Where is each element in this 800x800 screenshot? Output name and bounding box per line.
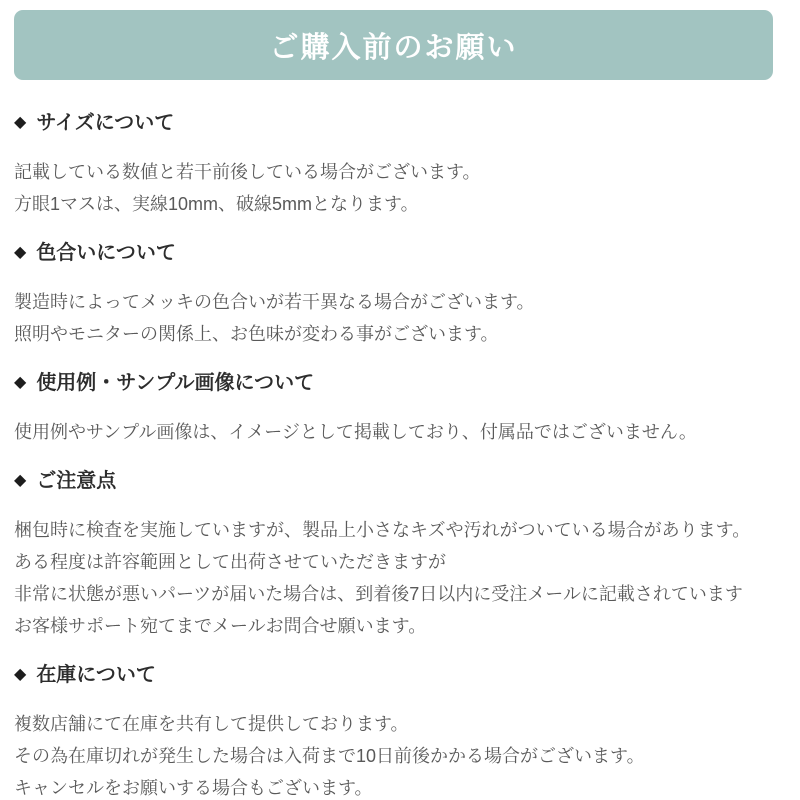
section-cautions xyxy=(14,468,760,642)
section-size xyxy=(14,110,760,220)
diamond-bullet-icon: ◆ xyxy=(14,244,27,261)
section-heading xyxy=(14,662,760,688)
notice-line: 照明やモニターの関係上、お色味が変わる事がございます。 xyxy=(14,324,499,344)
section-heading-text: サイズについて xyxy=(36,112,175,134)
section-heading-text: 色合いについて xyxy=(36,242,176,264)
notice-line: 方眼1マスは、実線10mm、破線5mmとなります。 xyxy=(14,194,419,214)
diamond-bullet-icon: ◆ xyxy=(14,472,27,489)
diamond-bullet-icon: ◆ xyxy=(14,114,27,131)
section-heading xyxy=(14,110,760,136)
section-heading xyxy=(14,468,760,494)
notice-line: 複数店舗にて在庫を共有して提供しております。 xyxy=(14,714,409,734)
notice-line: 記載している数値と若干前後している場合がございます。 xyxy=(14,162,481,182)
page-title: ご購入前のお願い xyxy=(269,31,518,64)
notice-line: その為在庫切れが発生した場合は入荷まで10日前後かかる場合がございます。 xyxy=(14,746,645,766)
notice-line: 非常に状態が悪いパーツが届いた場合は、到着後7日以内に受注メールに記載されています xyxy=(14,584,743,604)
diamond-bullet-icon: ◆ xyxy=(14,666,27,683)
section-heading xyxy=(14,370,760,396)
section-heading-text: 使用例・サンプル画像について xyxy=(36,372,315,394)
section-sample-images xyxy=(14,370,760,448)
notice-content xyxy=(0,80,800,800)
notice-line: 製造時によってメッキの色合いが若干異なる場合がございます。 xyxy=(14,292,535,312)
section-heading-text: 在庫について xyxy=(36,664,156,686)
section-stock xyxy=(14,662,760,800)
notice-line: キャンセルをお願いする場合もございます。 xyxy=(14,778,373,798)
section-heading-text: ご注意点 xyxy=(36,470,117,492)
section-color xyxy=(14,240,760,350)
notice-line: 梱包時に検査を実施していますが、製品上小さなキズや汚れがついている場合があります。 xyxy=(14,520,751,540)
notice-line: 使用例やサンプル画像は、イメージとして掲載しており、付属品ではございません。 xyxy=(14,422,697,442)
section-heading xyxy=(14,240,760,266)
notice-line: お客様サポート宛てまでメールお問合せ願います。 xyxy=(14,616,427,636)
notice-line: ある程度は許容範囲として出荷させていただきますが xyxy=(14,552,446,572)
header-banner xyxy=(14,10,773,80)
diamond-bullet-icon: ◆ xyxy=(14,374,27,391)
